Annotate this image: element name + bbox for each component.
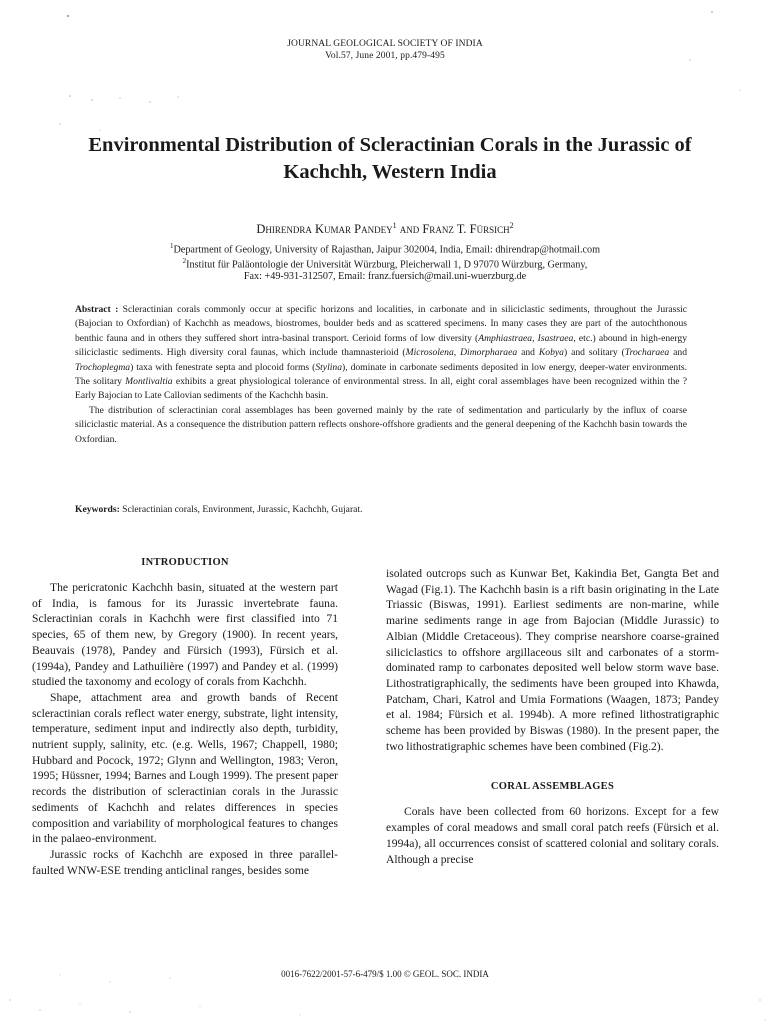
- abstract-text: , etc.) abound in high-energy siliciclastic sediments. High diversity coral faunas, which include thamnasterioid (: [75, 332, 688, 359]
- keywords-text: Scleractinian corals, Environment, Jurassic, Kachchh, Gujarat.: [119, 504, 363, 515]
- author-mark: 2: [509, 221, 514, 230]
- footer-code: 0016-7622/2001-57-6-479/$ 1.00 © GEOL. SOC. INDIA: [281, 969, 489, 979]
- abstract-text: ,: [532, 332, 538, 344]
- affiliation-text: Fax: +49-931-312507, Email: franz.fuersich@mail.uni-wuerzburg.de: [243, 271, 527, 282]
- affiliation: [0, 255, 770, 271]
- abstract-text: and: [517, 347, 539, 359]
- taxon-name: Isastraea: [537, 332, 574, 344]
- abstract-text: ,: [453, 347, 461, 359]
- affiliation-mark: 2: [182, 257, 187, 265]
- abstract-text: ), dominate in carbonate sediments deposited in low energy, deeper-water environments. The solitary: [75, 361, 687, 388]
- section-heading: INTRODUCTION: [141, 557, 229, 568]
- journal-name: JOURNAL GEOLOGICAL SOCIETY OF INDIA: [287, 39, 483, 49]
- abstract: [75, 303, 687, 447]
- affiliation-text: Institut für Paläontologie der Universität Würzburg, Pleicherwall 1, D 97070 Würzburg, Germany,: [186, 259, 588, 271]
- left-column: [32, 556, 338, 878]
- right-column: [386, 566, 719, 867]
- body-paragraph: Jurassic rocks of Kachchh are exposed in three parallel-faulted WNW-ESE trending anticlinal ranges, besides some: [32, 847, 338, 877]
- body-paragraph: Shape, attachment area and growth bands of Recent scleractinian corals reflect water energy, substrate, light intensity, temperature, sediment input and indirectly also depth, turbidity, nutrient supply, salinity, etc. (e.g. Wells, 1967; Chappell, 1980; Hubbard and Pocock, 1972; Glynn and Wellington, 1983; Veron, 1995; Hüssner, 1994; Barnes and Lough 1999). The present paper records the distribution of scleractinian corals in the Jurassic sediments of Kachchh and relates differences in species composition and variability of morphological features to changes in the palaeo-environment.: [32, 690, 338, 846]
- author-name: Franz T. Fürsich: [422, 222, 510, 237]
- section-heading: CORAL ASSEMBLAGES: [490, 781, 615, 793]
- taxon-name: Kobya: [538, 347, 564, 359]
- abstract-text: exhibits a great physiological tolerance of environmental stress. In all, eight coral assemblages have been recognized within the ?Early Bajocian to Late Callovian sediments of the Kachchh basin.: [75, 376, 687, 402]
- abstract-paragraph: The distribution of scleractinian coral assemblages has been governed mainly by the rate of sedimentation and particularly by the influx of coarse siliciclastic material. As a consequence the distribution pattern reflects onshore-offshore gradients and the general deepening of the Kachchh basin towards the Oxfordian.: [75, 404, 687, 445]
- taxon-name: Trocharaea: [624, 347, 670, 359]
- affiliation-text: Department of Geology, University of Rajasthan, Jaipur 302004, India, Email: dhirendrap@hotmail.com: [173, 244, 601, 256]
- abstract-text: ) and solitary (: [563, 347, 625, 359]
- abstract-text: and: [669, 347, 688, 359]
- taxon-name: Microsolena: [405, 347, 454, 359]
- affiliation: [0, 240, 770, 256]
- taxon-name: Amphiastraea: [478, 332, 533, 344]
- keywords-label: Keywords:: [75, 504, 120, 515]
- taxon-name: Trochoplegma: [75, 361, 131, 373]
- body-paragraph: Corals have been collected from 60 horizons. Except for a few examples of coral meadows and small coral patch reefs (Fürsich et al. 1994a), all occurrences consist of scattered colonial and solitary corals. Although a precise: [386, 805, 719, 866]
- author-joiner: and: [396, 222, 423, 237]
- taxon-name: Stylina: [315, 361, 342, 373]
- body-paragraph: The pericratonic Kachchh basin, situated at the western part of India, is famous for its Jurassic invertebrate fauna. Scleractinian corals in Kachchh were first classified into 71 species, 65 of them new, by Gregory (1900). In recent years, Beauvais (1978), Pandey and Fürsich (1993), Fürsich et al. (1994a), Pandey and Lathuilière (1997) and Pandey et al. (1999) studied the taxonomy and ecology of corals from Kachchh.: [32, 581, 338, 689]
- author-line: [0, 218, 770, 237]
- author-name: Dhirendra Kumar Pandey: [256, 222, 393, 237]
- affiliation: [0, 270, 770, 283]
- affiliation-mark: 1: [169, 242, 174, 250]
- body-paragraph: isolated outcrops such as Kunwar Bet, Kakindia Bet, Gangta Bet and Wagad (Fig.1). The Kachchh basin is a rift basin originating in the Late Triassic (Biswas, 1991). Earliest sediments are non-marine, while marine sediments range in age from Bajocian (Middle Jurassic) to Albian (Middle Cretaceous). They comprise nearshore coarse-grained siliciclastics to offshore argillaceous silt and carbonates of a storm-dominated ramp to carbonates deposited well below storm wave base. Lithostratigraphically, the sediments have been grouped into Khawda, Patcham, Chari, Katrol and Umia Formations (Waagen, 1873; Pandey et al. 1984; Fürsich et al. 1994b). A more refined lithostratigraphic scheme has been provided by Biswas (1980). In the present paper, the two lithostratigraphic schemes have been combined (Fig.2).: [386, 567, 719, 753]
- author-mark: 1: [392, 221, 397, 230]
- taxon-name: Dimorpharaea: [460, 347, 518, 359]
- keywords: [75, 503, 687, 517]
- abstract-text: ) taxa with fenestrate septa and plocoid forms (: [130, 361, 316, 373]
- paper-title: Environmental Distribution of Scleractinian Corals in the Jurassic of Kachchh, Western India: [88, 134, 692, 183]
- abstract-text: Scleractinian corals commonly occur at specific horizons and localities, in carbonate and in siliciclastic sediments, throughout the Jurassic (Bajocian to Oxfordian) of Kachchh as meadows, biostromes, boulder beds and as scattered specimens. In many cases they are part of the autochthonous benthic fauna and in others they suffered short intra-basinal transport. Cerioid forms of low diversity (: [75, 304, 688, 344]
- journal-volume: Vol.57, June 2001, pp.479-495: [325, 51, 445, 61]
- abstract-label: Abstract :: [75, 304, 119, 315]
- taxon-name: Montlivaltia: [125, 376, 173, 388]
- abstract-paragraph: [75, 303, 687, 404]
